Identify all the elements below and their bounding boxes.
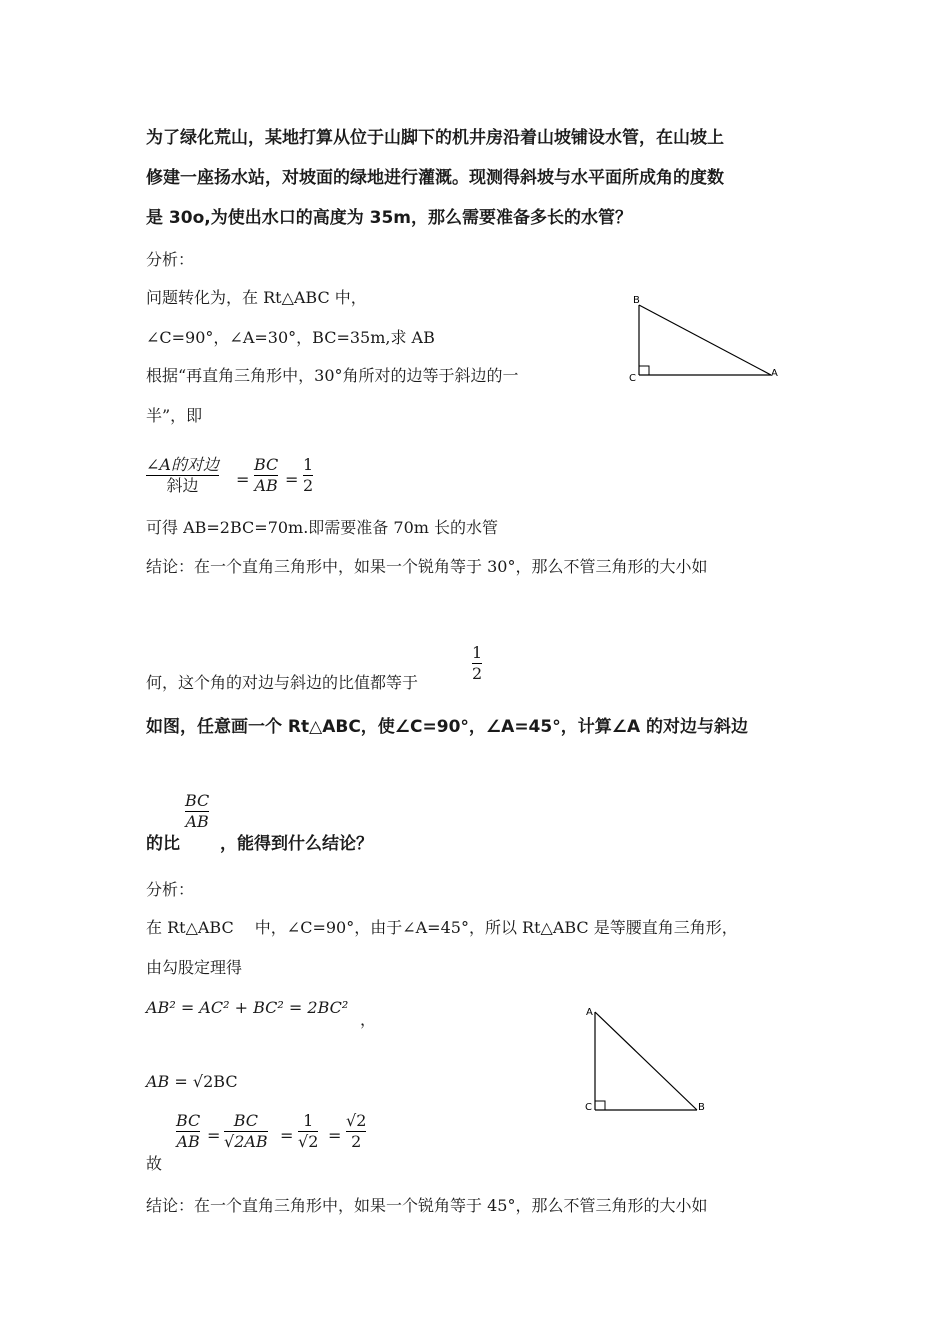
therefore-label: 故: [146, 1154, 163, 1173]
fraction-numerator: BC: [185, 791, 210, 810]
fraction-root2-two: [346, 1112, 366, 1151]
analysis2-line2: 由勾股定理得: [146, 958, 243, 977]
analysis2-label: 分析：: [146, 880, 195, 899]
problem2-line2b: ，能得到什么结论？: [220, 834, 373, 854]
problem2-line1: 如图，任意画一个 Rt△ABC，使∠C=90°，∠A=45°，计算∠A 的对边与斜边: [146, 717, 749, 737]
ab-equation: [146, 1072, 238, 1092]
fraction-denominator: 2: [472, 664, 483, 683]
equals-sign: =: [236, 470, 250, 489]
fraction-numerator: 1: [472, 643, 483, 662]
analysis1-line4: 半”，即: [146, 406, 203, 425]
pythagorean-equation: AB² = AC² + BC² = 2BC²: [146, 998, 349, 1017]
fraction-one-root2: [298, 1112, 318, 1151]
fraction-bc-ab: [254, 456, 278, 495]
analysis2-line1: 在 Rt△ABC 中，∠C=90°，由于∠A=45°，所以 Rt△ABC 是等腰直角三角形，: [146, 918, 738, 937]
vertex-label-c: C: [629, 373, 636, 384]
triangle-figure-2: [580, 1000, 720, 1120]
problem1-line1: 为了绿化荒山，某地打算从位于山脚下的机井房沿着山坡铺设水管，在山坡上: [146, 128, 724, 148]
vertex-label-c: C: [585, 1102, 592, 1113]
vertex-label-a: A: [771, 368, 778, 379]
equals-sign: =: [328, 1126, 342, 1145]
vertex-label-b: B: [633, 295, 640, 306]
fraction-numerator: √2: [346, 1111, 367, 1130]
analysis1-line1: 问题转化为，在 Rt△ABC 中，: [146, 288, 367, 307]
fraction-bc-ab: [185, 792, 209, 831]
fraction-numerator: BC: [233, 1111, 258, 1130]
fraction-denominator: √2: [298, 1132, 319, 1151]
analysis1-line2: ∠C=90°，∠A=30°，BC=35m,求 AB: [146, 328, 435, 347]
problem1-line2: 修建一座扬水站，对坡面的绿地进行灌溉。现测得斜坡与水平面所成角的度数: [146, 168, 724, 188]
conclusion2-line1: 结论：在一个直角三角形中，如果一个锐角等于 45°，那么不管三角形的大小如: [146, 1196, 708, 1215]
analysis1-line3: 根据“再直角三角形中，30°角所对的边等于斜边的一: [146, 366, 519, 385]
ab-equation-rhs: √2BC: [192, 1072, 238, 1091]
ab-equation-lhs: AB =: [146, 1072, 193, 1091]
vertex-label-b: B: [698, 1102, 705, 1113]
fraction-denominator: AB: [254, 476, 278, 495]
comma: ，: [360, 1010, 377, 1029]
problem2-line2a: 的比: [146, 834, 180, 854]
vertex-label-a: A: [586, 1007, 593, 1018]
fraction-numerator: ∠A的对边: [146, 455, 219, 474]
fraction-bc-root2ab: [224, 1112, 268, 1151]
fraction-opposite-over-hypotenuse: [146, 456, 219, 495]
fraction-numerator: BC: [176, 1111, 201, 1130]
fraction-denominator: √2AB: [224, 1132, 268, 1151]
equals-sign: =: [207, 1126, 221, 1145]
analysis1-result: 可得 AB=2BC=70m.即需要准备 70m 长的水管: [146, 518, 499, 537]
fraction-numerator: BC: [254, 455, 279, 474]
fraction-bc-ab: [176, 1112, 200, 1151]
fraction-denominator: 2: [351, 1132, 362, 1151]
fraction-denominator: AB: [176, 1132, 200, 1151]
fraction-one-half: [303, 456, 313, 495]
fraction-numerator: 1: [303, 455, 314, 474]
fraction-denominator: 2: [303, 476, 314, 495]
fraction-denominator: AB: [185, 812, 209, 831]
analysis1-label: 分析：: [146, 250, 195, 269]
equals-sign: =: [280, 1126, 294, 1145]
conclusion1-line2: 何，这个角的对边与斜边的比值都等于: [146, 673, 419, 692]
fraction-denominator: 斜边: [166, 476, 199, 495]
fraction-one-half: [472, 644, 482, 683]
equals-sign: =: [285, 470, 299, 489]
fraction-numerator: 1: [303, 1111, 314, 1130]
conclusion1-line1: 结论：在一个直角三角形中，如果一个锐角等于 30°，那么不管三角形的大小如: [146, 557, 708, 576]
triangle-figure-1: [625, 292, 785, 387]
problem1-line3: 是 30o,为使出水口的高度为 35m，那么需要准备多长的水管？: [146, 208, 633, 228]
